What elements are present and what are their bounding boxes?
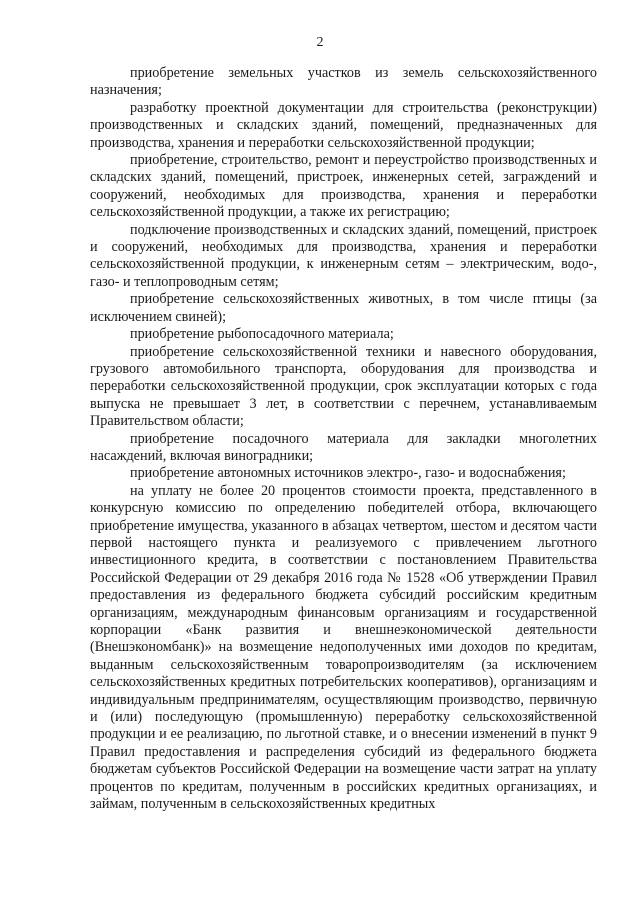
paragraph-machinery-acquisition: приобретение сельскохозяйственной техники и навесного оборудования, грузового автомобильного транспорта, оборудования для производства и переработки сельскохозяйственной продукции, срок эксплуатации которых с года выпуска не превышает 3 лет, в соответствии с перечнем, устанавливаемым Правительством области; bbox=[90, 343, 597, 430]
document-body bbox=[90, 65, 597, 813]
paragraph-utility-connection: подключение производственных и складских зданий, помещений, пристроек и сооружений, необходимых для производства, хранения и переработки сельскохозяйственной продукции, к инженерным сетям – электрическим, водо-, газо- и теплопроводным сетям; bbox=[90, 221, 597, 290]
paragraph-project-cost-payment: на уплату не более 20 процентов стоимости проекта, представленного в конкурсную комиссию по определению победителей отбора, включающего приобретение имущества, указанного в абзацах четвертом, шестом и десятом части первой настоящего пункта и реализуемого с привлечением льготного инвестиционного кредита, в соответствии с постановлением Правительства Российской Федерации от 29 декабря 2016 года № 1528 «Об утверждении Правил предоставления из федерального бюджета субсидий российским кредитным организациям, международным финансовым организациям и государственной корпорации «Банк развития и внешнеэкономической деятельности (Внешэкономбанк)» на возмещение недополученных ими доходов по кредитам, выданным сельскохозяйственным товаропроизводителям (за исключением сельскохозяйственных кредитных потребительских кооперативов), организациям и индивидуальным предпринимателям, осуществляющим производство, первичную и (или) последующую (промышленную) переработку сельскохозяйственной продукции и ее реализацию, по льготной ставке, и о внесении изменений в пункт 9 Правил предоставления и распределения субсидий из федерального бюджета бюджетам субъектов Российской Федерации на возмещение части затрат на уплату процентов по кредитам, полученным в российских кредитных организациях, и займам, полученным в сельскохозяйственных кредитных bbox=[90, 482, 597, 813]
paragraph-land-acquisition: приобретение земельных участков из земель сельскохозяйственного назначения; bbox=[90, 65, 597, 99]
page-number: 2 bbox=[316, 35, 324, 50]
paragraph-design-documentation: разработку проектной документации для строительства (реконструкции) производственных и складских зданий, помещений, предназначенных для производства, хранения и переработки сельскохозяйственной продукции; bbox=[90, 99, 597, 151]
paragraph-autonomous-supply: приобретение автономных источников электро-, газо- и водоснабжения; bbox=[130, 465, 566, 482]
paragraph-planting-material: приобретение посадочного материала для закладки многолетних насаждений, включая виноградники; bbox=[90, 430, 597, 464]
paragraph-fish-stock: приобретение рыбопосадочного материала; bbox=[130, 326, 394, 343]
paragraph-building-construction: приобретение, строительство, ремонт и переустройство производственных и складских зданий, помещений, пристроек, инженерных сетей, заграждений и сооружений, необходимых для производства, хранения и переработки сельскохозяйственной продукции, а также их регистрацию; bbox=[90, 152, 597, 221]
paragraph-livestock-acquisition: приобретение сельскохозяйственных животных, в том числе птицы (за исключением свиней); bbox=[90, 291, 597, 325]
